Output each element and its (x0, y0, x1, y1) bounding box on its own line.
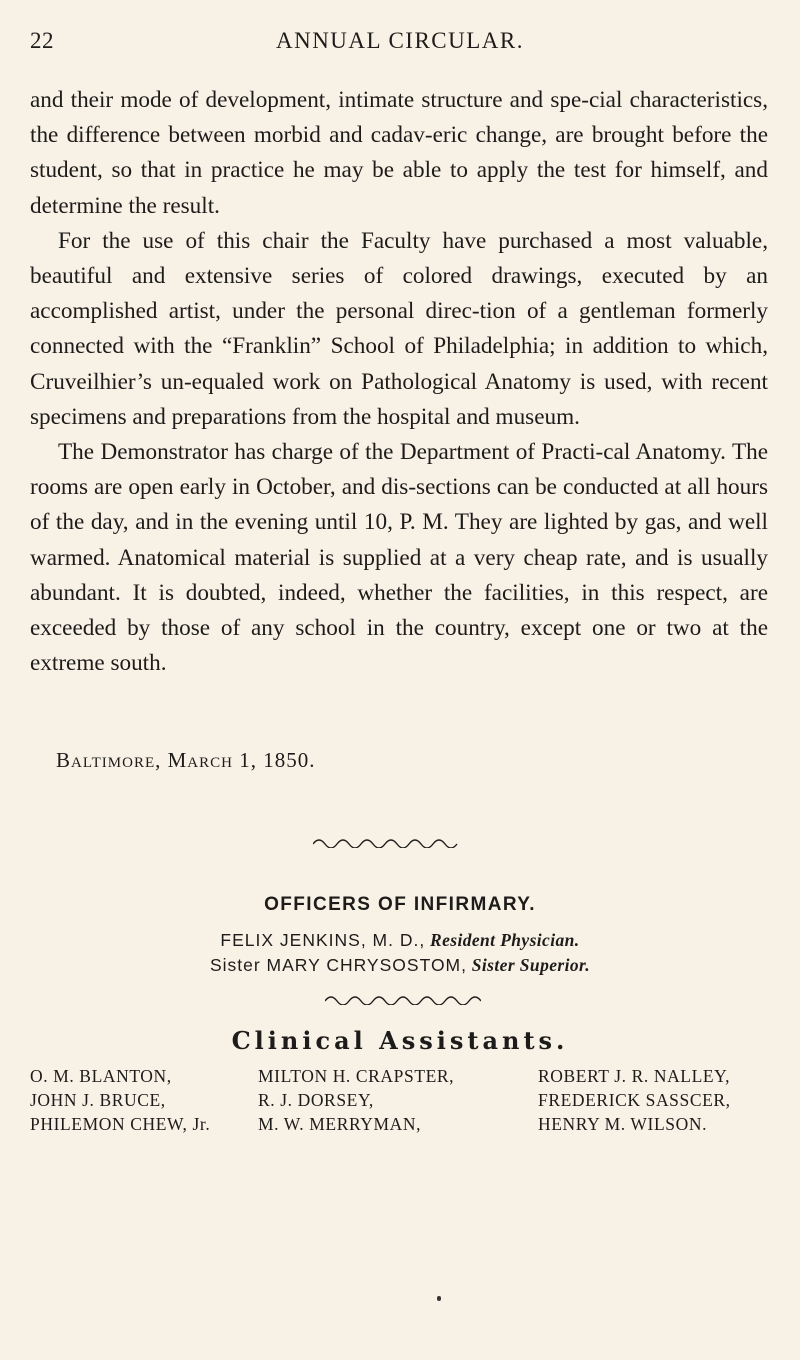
clinical-assistants-title: Clinical Assistants. (231, 1026, 569, 1055)
wavy-divider-bottom (325, 993, 481, 1005)
officer-resident (0, 930, 800, 951)
ink-speck (437, 1296, 441, 1301)
officer-sister-name: Sister MARY CHRYSOSTOM, (209, 955, 467, 975)
officer-sister-role: Sister Superior. (471, 955, 591, 975)
officer-resident-role: Resident Physician. (430, 930, 580, 950)
dateline: Baltimore, March 1, 1850. (56, 748, 316, 772)
assistant-name: PHILEMON CHEW, Jr. (30, 1114, 211, 1134)
paragraph-2: For the use of this chair the Faculty have purchased a most valuable, beautiful and extensive series of colored drawings, executed by an accomplished artist, under the personal direc-tion of a gentleman formerly connected with the “Franklin” School of Philadelphia; in addition to which, Cruveilhier’s un-equaled work on Pathological Anatomy is used, with recent specimens and preparations from the hospital and museum. (30, 227, 768, 430)
assistant-name: HENRY M. WILSON. (538, 1114, 708, 1134)
clinical-assistants-list (30, 1064, 782, 1144)
running-title: ANNUAL CIRCULAR. (275, 28, 525, 53)
assistants-column-2 (258, 1064, 454, 1136)
assistant-name: ROBERT J. R. NALLEY, (538, 1066, 731, 1086)
wavy-divider-top (313, 836, 459, 848)
assistant-name: FREDERICK SASSCER, (538, 1090, 731, 1110)
officer-sister (0, 955, 800, 976)
page-number: 22 (30, 28, 54, 53)
assistant-name: R. J. DORSEY, (258, 1090, 374, 1110)
page-header (30, 28, 770, 62)
assistants-column-1 (30, 1064, 210, 1136)
assistant-name: MILTON H. CRAPSTER, (258, 1066, 455, 1086)
assistants-column-3 (538, 1064, 731, 1136)
assistant-name: JOHN J. BRUCE, (30, 1090, 166, 1110)
paragraph-1: and their mode of development, intimate structure and spe-cial characteristics, the difference between morbid and cadav-eric change, are brought before the student, so that in practice he may be able to apply the test for himself, and determine the result. (30, 87, 768, 219)
assistant-name: O. M. BLANTON, (30, 1066, 172, 1086)
body-text (30, 83, 768, 681)
assistant-name: M. W. MERRYMAN, (258, 1114, 422, 1134)
officers-title: OFFICERS OF INFIRMARY. (264, 894, 536, 915)
paragraph-3: The Demonstrator has charge of the Department of Practi-cal Anatomy. The rooms are open early in October, and dis-sections can be conducted at all hours of the day, and in the evening until 10, P. M. They are lighted by gas, and well warmed. Anatomical material is supplied at a very cheap rate, and is usually abundant. It is doubted, indeed, whether the facilities, in this respect, are exceeded by those of any school in the country, except one or two at the extreme south. (30, 439, 768, 677)
officer-resident-name: FELIX JENKINS, M. D., (220, 930, 426, 950)
